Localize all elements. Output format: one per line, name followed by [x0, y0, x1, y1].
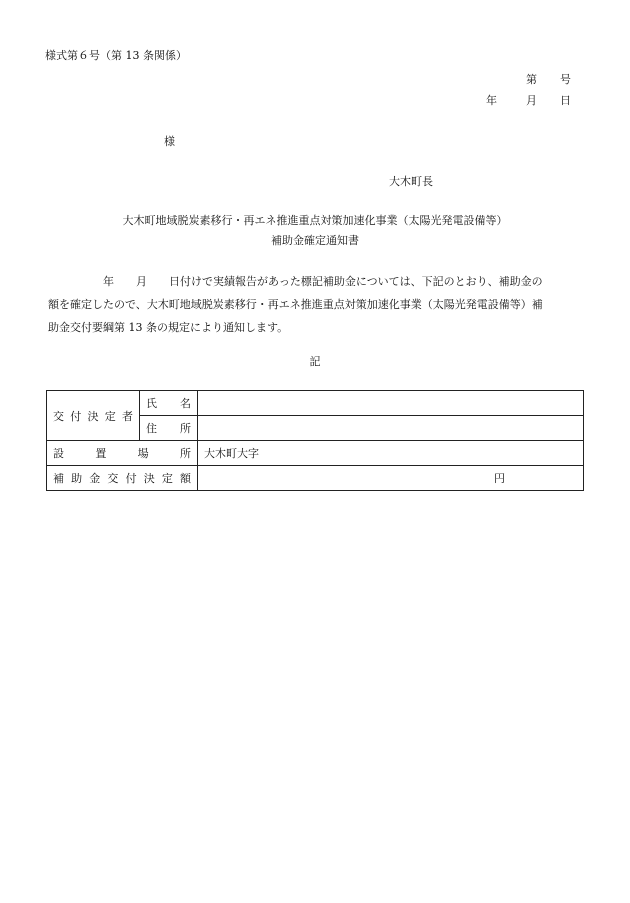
form-number-label: 様式第６号（第 13 条関係） [45, 49, 187, 62]
body-paragraph [48, 270, 588, 339]
date-day: 日 [560, 94, 571, 107]
body-line: 年 月 日付けで実績報告があった標記補助金については、下記のとおり、補助金の [48, 275, 543, 288]
amount-label: 補助金交付決定額 [47, 466, 198, 491]
name-value-cell [198, 391, 584, 416]
document-number-go: 号 [560, 73, 571, 86]
document-title-line-1: 大木町地域脱炭素移行・再エネ推進重点対策加速化事業（太陽光発電設備等） [122, 214, 508, 227]
body-line: 助金交付要綱第 13 条の規定により通知します。 [48, 321, 289, 334]
address-value-cell [198, 416, 584, 441]
grant-info-table [46, 390, 584, 491]
date-year: 年 [486, 94, 497, 107]
table-row [47, 441, 584, 466]
document-title-line-2: 補助金確定通知書 [271, 234, 359, 247]
table-row [47, 466, 584, 491]
recipient-line: 様 [164, 135, 175, 148]
issuer-name: 大木町長 [389, 175, 433, 188]
ki-heading: 記 [309, 355, 321, 368]
document-number-dai: 第 [526, 73, 537, 86]
date-month: 月 [526, 94, 537, 107]
location-value-cell: 大木町大字 [198, 441, 584, 466]
document-date [486, 92, 571, 108]
grantee-label: 交付決定者 [47, 391, 140, 441]
location-label: 設置場所 [47, 441, 198, 466]
table-row [47, 391, 584, 416]
name-label: 氏名 [140, 391, 198, 416]
document-number [526, 71, 571, 87]
amount-value-cell: 円 [198, 466, 584, 491]
address-label: 住所 [140, 416, 198, 441]
body-line: 額を確定したので、大木町地域脱炭素移行・再エネ推進重点対策加速化事業（太陽光発電設備等）補 [48, 298, 543, 311]
